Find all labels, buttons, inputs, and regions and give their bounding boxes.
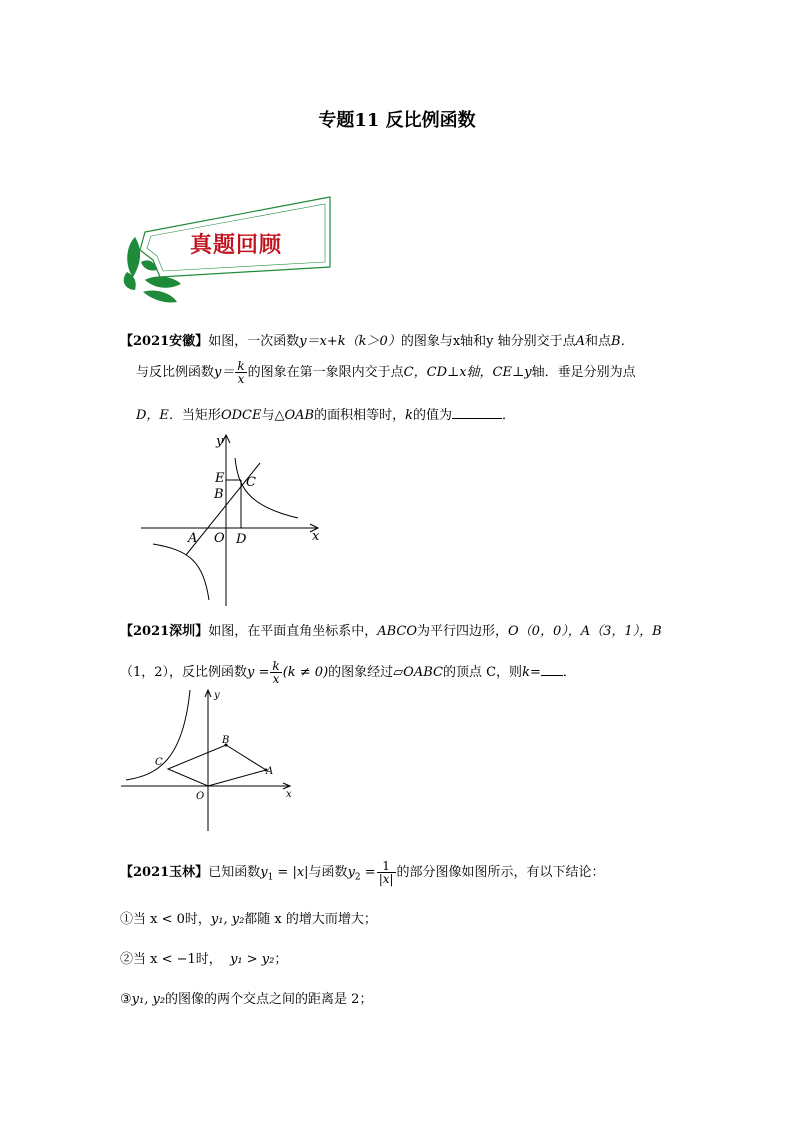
fraction: $\frac{1}{|x|}$ <box>378 859 394 886</box>
label-C: C <box>155 757 163 768</box>
label-B: B <box>214 487 224 502</box>
q1-line2: 与反比例函数y＝ $\frac{k}{x}$ 的图象在第一象限内交于点C，CD⊥x轴，CE⊥y轴．垂足分别为点 <box>136 359 636 386</box>
label-C: C <box>246 475 256 490</box>
banner-text: 真题回顾 <box>190 232 283 258</box>
q3-item3: ③y₁, y₂的图像的两个交点之间的距离是 2； <box>120 992 373 1007</box>
label-y: y <box>214 690 220 701</box>
leaf-icon <box>127 237 140 277</box>
label-x: x <box>286 789 292 800</box>
answer-blank <box>541 661 563 676</box>
q3-item2: ②当 x < −1时， y₁ > y₂； <box>120 952 288 967</box>
label-A: A <box>188 531 198 546</box>
q2-line1: 【2021深圳】如图，在平面直角坐标系中，ABCO为平行四边形，O（0，0），A（3，1），B <box>120 624 662 639</box>
label-y: y <box>216 434 224 449</box>
q1-line1: 【2021安徽】如图，一次函数y＝x+k（k＞0）的图象与x轴和y 轴分别交于点A和点B． <box>120 334 634 349</box>
label-E: E <box>215 471 225 486</box>
label-O: O <box>196 791 205 802</box>
q1-figure <box>138 430 338 610</box>
fraction: $\frac{k}{x}$ <box>237 359 245 386</box>
q3-line1: 【2021玉林】已知函数$y_1 = |x|$与函数$y_2$ = $\frac{1}{|x|}$ 的部分图像如图所示，有以下结论： <box>120 859 605 886</box>
q1-line3: D，E．当矩形ODCE与△OAB的面积相等时，k的值为 ． <box>136 404 515 426</box>
label-A: A <box>266 766 274 777</box>
q2-line2: （1，2），反比例函数y = $\frac{k}{x}$ (k ≠ 0)的图象经过▱OABC的顶点 C，则k= ． <box>120 659 576 686</box>
page-title: 专题11 反比例函数 <box>318 110 476 131</box>
q2-figure <box>118 685 298 835</box>
label-O: O <box>214 531 225 546</box>
label-B: B <box>222 735 230 746</box>
answer-blank <box>452 404 502 419</box>
label-x: x <box>312 529 320 544</box>
q3-item1: ①当 x < 0时，y₁, y₂都随 x 的增大而增大； <box>120 912 377 927</box>
fraction: $\frac{k}{x}$ <box>272 659 280 686</box>
label-D: D <box>236 532 247 547</box>
